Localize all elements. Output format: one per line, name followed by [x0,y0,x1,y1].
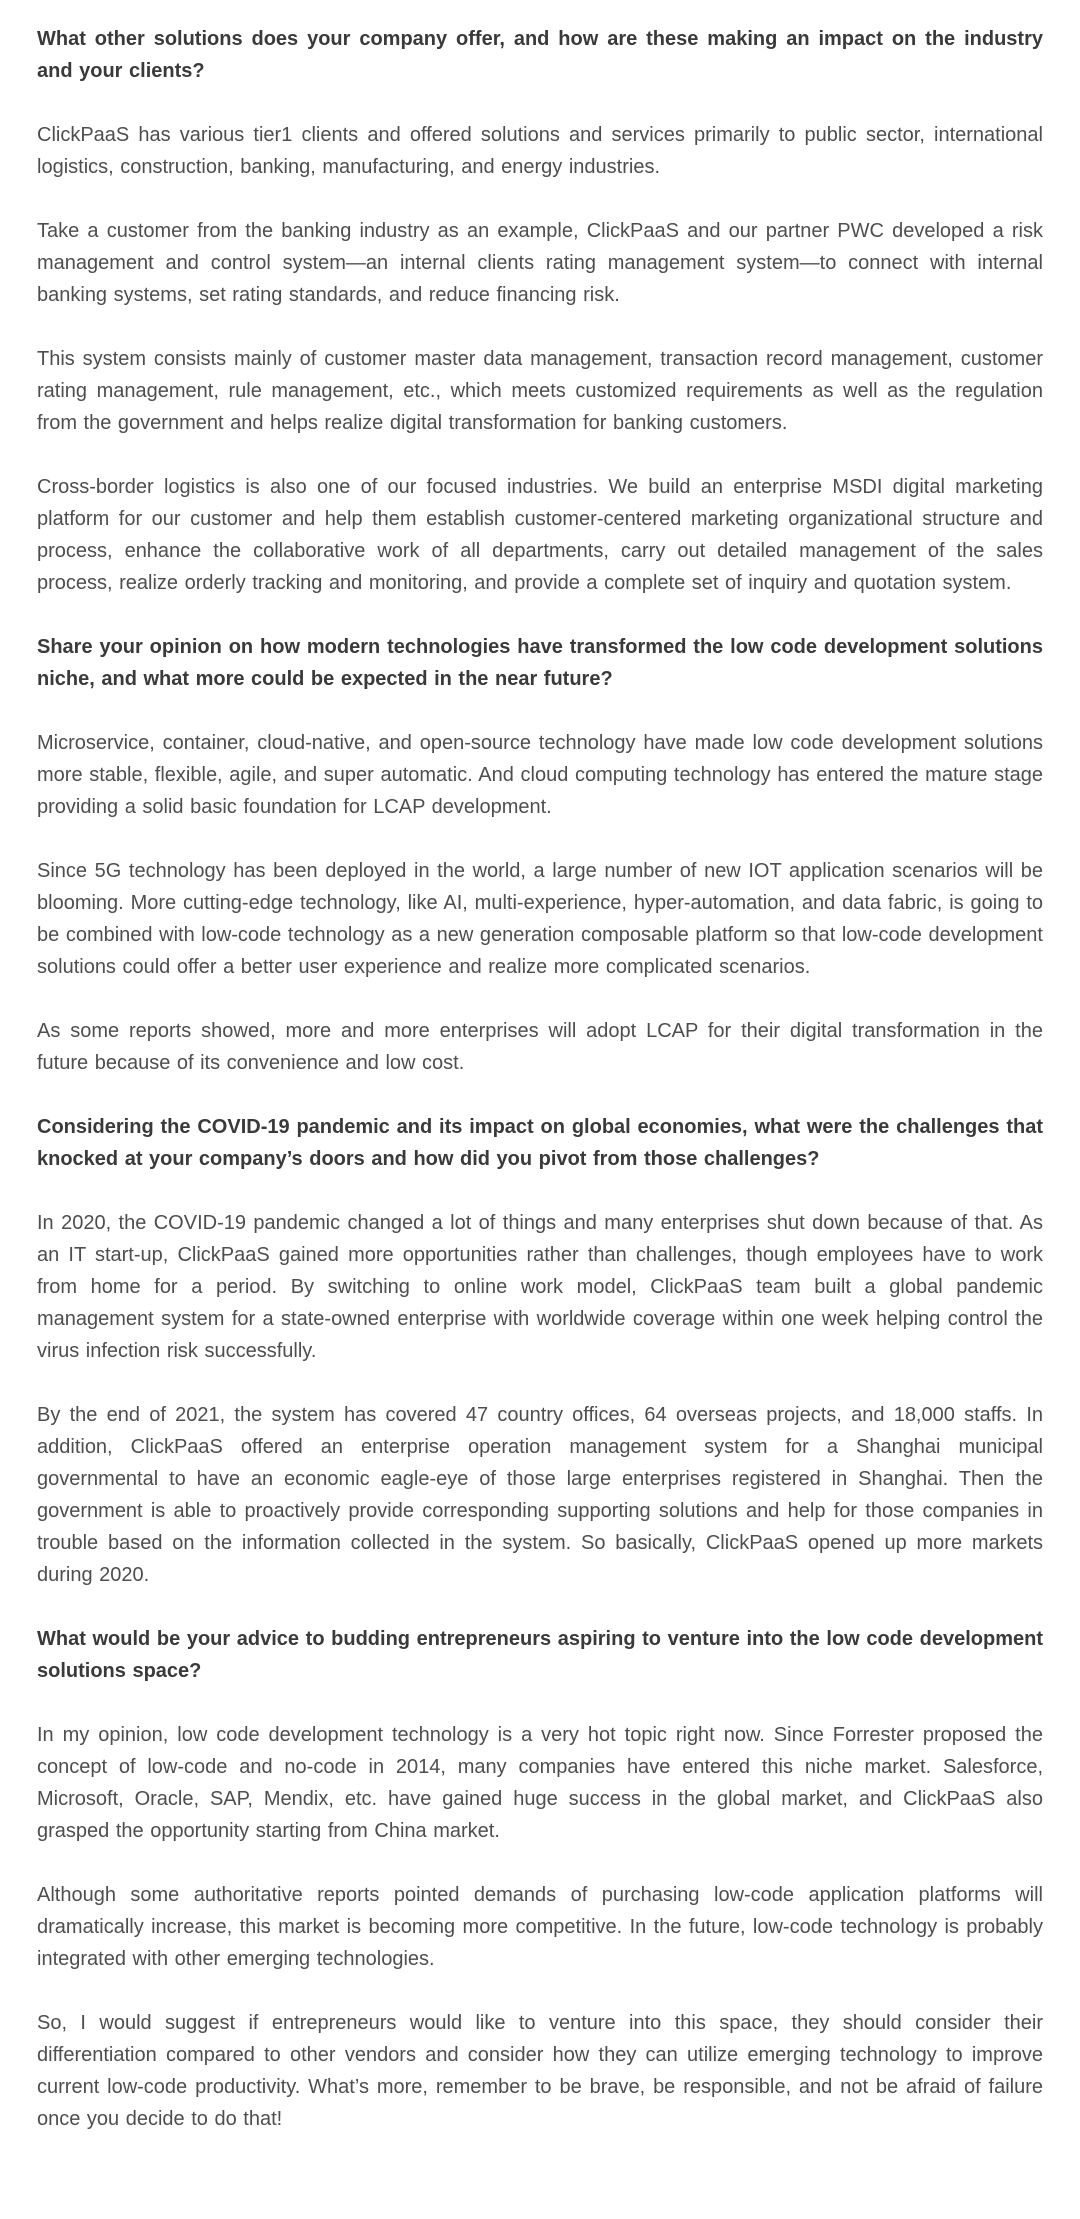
answer-paragraph: Cross-border logistics is also one of our focused industries. We build an enterprise MSDI digital marketing platform for our customer and help them establish customer-centered marketing organizational structure and process, enhance the collaborative work of all departments, carry out detailed management of the sales process, realize orderly tracking and monitoring, and provide a complete set of inquiry and quotation system. [37,476,1043,594]
question-heading: What would be your advice to budding entrepreneurs aspiring to venture into the low code development solutions space? [37,1628,1043,1682]
answer-paragraph: In 2020, the COVID-19 pandemic changed a lot of things and many enterprises shut down because of that. As an IT start-up, ClickPaaS gained more opportunities rather than challenges, though employees have to work from home for a period. By switching to online work model, ClickPaaS team built a global pandemic management system for a state-owned enterprise with worldwide coverage within one week helping control the virus infection risk successfully. [37,1212,1043,1362]
answer-paragraph: Take a customer from the banking industry as an example, ClickPaaS and our partner PWC developed a risk management and control system—an internal clients rating management system—to connect with internal banking systems, set rating standards, and reduce financing risk. [37,220,1043,306]
question-heading: Considering the COVID-19 pandemic and its impact on global economies, what were the challenges that knocked at your company’s doors and how did you pivot from those challenges? [37,1116,1043,1170]
answer-paragraph: As some reports showed, more and more enterprises will adopt LCAP for their digital transformation in the future because of its convenience and low cost. [37,1020,1043,1074]
answer-paragraph: So, I would suggest if entrepreneurs would like to venture into this space, they should consider their differentiation compared to other vendors and consider how they can utilize emerging technology to improve current low-code productivity. What’s more, remember to be brave, be responsible, and not be afraid of failure once you decide to do that! [37,2012,1043,2130]
answer-paragraph: By the end of 2021, the system has covered 47 country offices, 64 overseas projects, and 18,000 staffs. In addition, ClickPaaS offered an enterprise operation management system for a Shanghai municipal governmental to have an economic eagle-eye of those large enterprises registered in Shanghai. Then the government is able to proactively provide corresponding supporting solutions and help for those companies in trouble based on the information collected in the system. So basically, ClickPaaS opened up more markets during 2020. [37,1404,1043,1586]
answer-paragraph: Although some authoritative reports pointed demands of purchasing low-code application platforms will dramatically increase, this market is becoming more competitive. In the future, low-code technology is probably integrated with other emerging technologies. [37,1884,1043,1970]
answer-paragraph: Microservice, container, cloud-native, and open-source technology have made low code development solutions more stable, flexible, agile, and super automatic. And cloud computing technology has entered the mature stage providing a solid basic foundation for LCAP development. [37,732,1043,818]
answer-paragraph: This system consists mainly of customer master data management, transaction record management, customer rating management, rule management, etc., which meets customized requirements as well as the regulation from the government and helps realize digital transformation for banking customers. [37,348,1043,434]
answer-paragraph: Since 5G technology has been deployed in the world, a large number of new IOT application scenarios will be blooming. More cutting-edge technology, like AI, multi-experience, hyper-automation, and data fabric, is going to be combined with low-code technology as a new generation composable platform so that low-code development solutions could offer a better user experience and realize more complicated scenarios. [37,860,1043,978]
answer-paragraph: ClickPaaS has various tier1 clients and offered solutions and services primarily to public sector, international logistics, construction, banking, manufacturing, and energy industries. [37,124,1043,178]
question-heading: What other solutions does your company offer, and how are these making an impact on the industry and your clients? [37,28,1043,82]
question-heading: Share your opinion on how modern technologies have transformed the low code development solutions niche, and what more could be expected in the near future? [37,636,1043,690]
answer-paragraph: In my opinion, low code development technology is a very hot topic right now. Since Forrester proposed the concept of low-code and no-code in 2014, many companies have entered this niche market. Salesforce, Microsoft, Oracle, SAP, Mendix, etc. have gained huge success in the global market, and ClickPaaS also grasped the opportunity starting from China market. [37,1724,1043,1842]
